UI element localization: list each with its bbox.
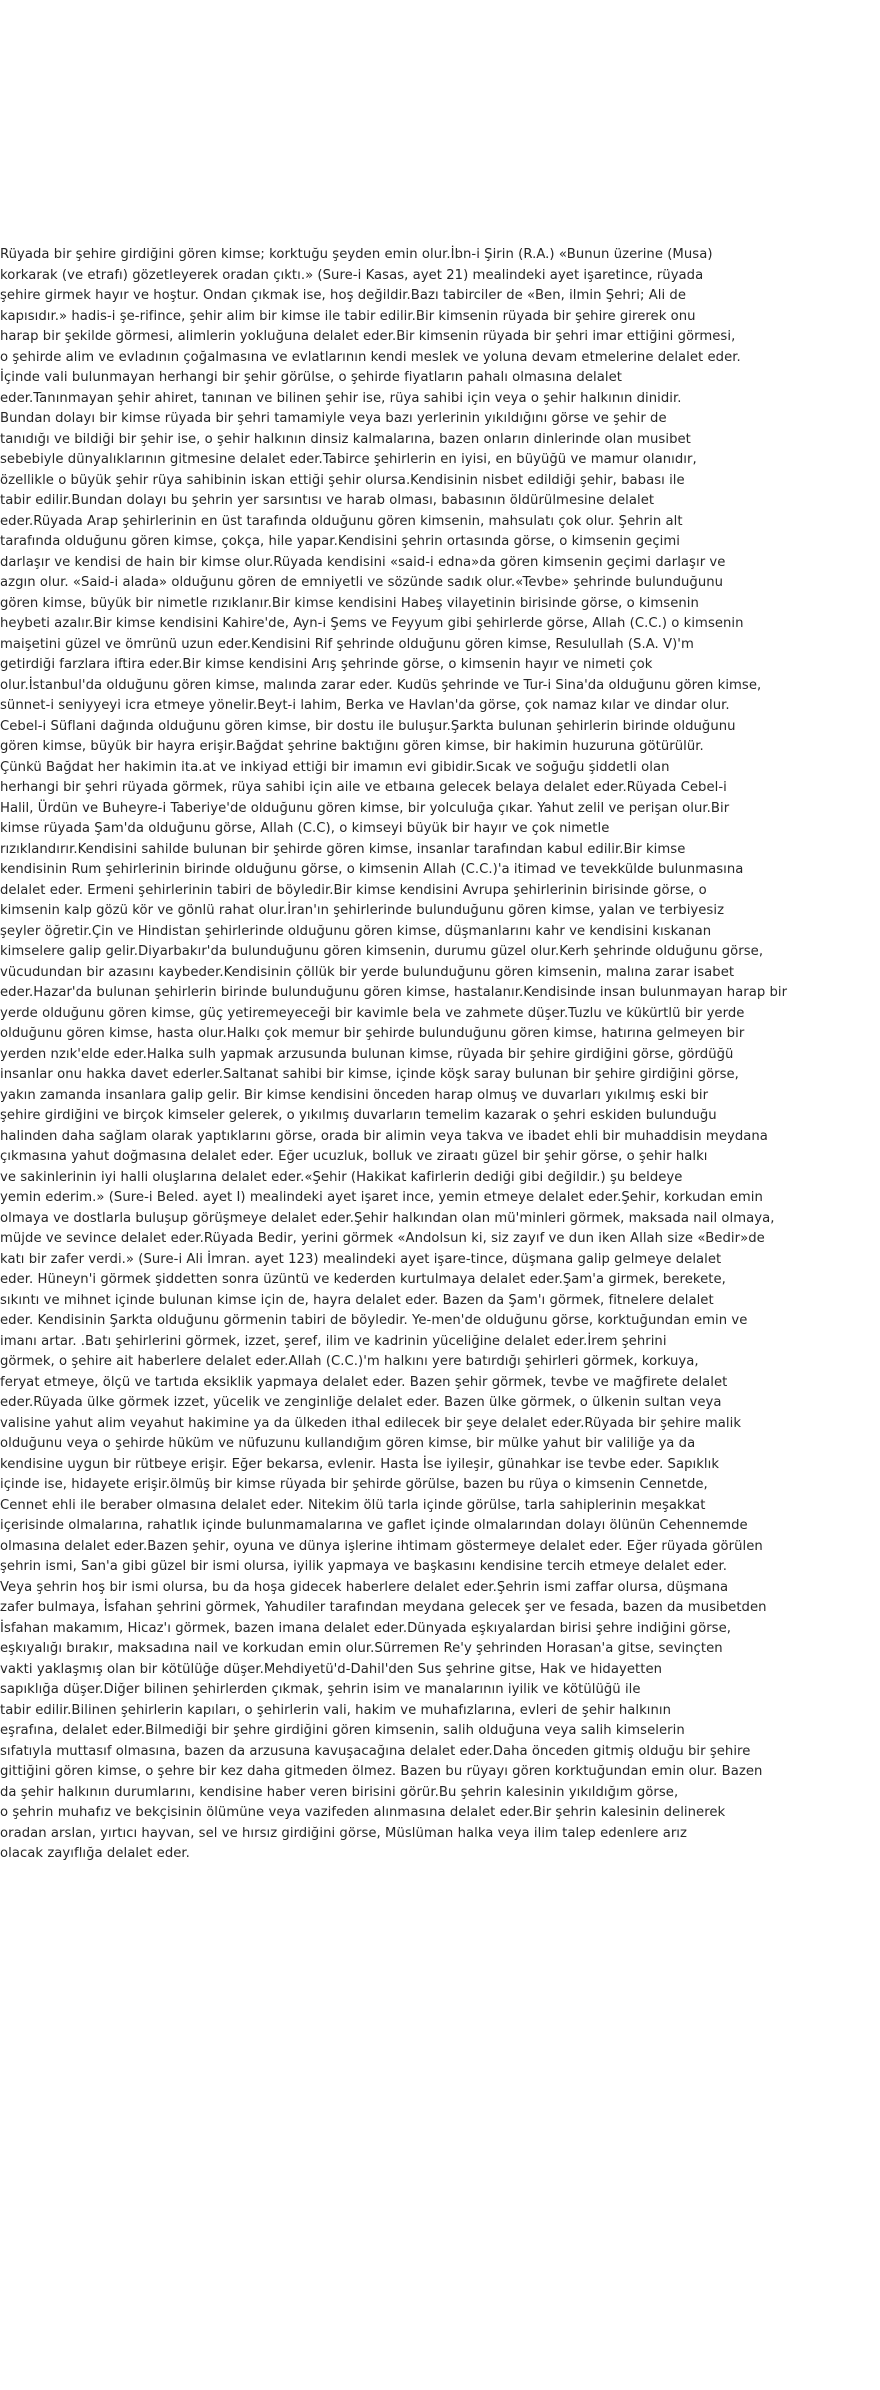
article-line: oradan arslan, yırtıcı hayvan, sel ve hırsız girdiğini görse, Müslüman halka veya ilim talep edenlere arız	[0, 1825, 687, 1841]
article-line: harap bir şekilde görmesi, alimlerin yokluğuna delalet eder.Bir kimsenin rüyada bir şehri imar ettiğini görmesi,	[0, 329, 736, 344]
article-line: Halil, Ürdün ve Buheyre-i Taberiye'de olduğunu gören kimse, bir yolculuğa çıkar. Yahut zelil ve perişan olur.Bir	[0, 800, 730, 816]
article-line: Çünkü Bağdat her hakimin ita.at ve inkiyad ettiği bir imamın evi gibidir.Sıcak ve soğuğu şiddetli olan	[0, 759, 670, 775]
article-line: kimse rüyada Şam'da olduğunu görse, Allah (C.C), o kimseyi büyük bir hayır ve çok nimetle	[0, 821, 610, 836]
article-line: içinde ise, hidayete erişir.ölmüş bir kimse rüyada bir şehirde görülse, bazen bu rüya o kimsenin Cennetde,	[0, 1477, 708, 1492]
article-line: içerisinde olmalarına, rahatlık içinde bulunmamalarına ve gaflet içinde olmalarından dolayı ölünün Cehennemde	[0, 1518, 748, 1533]
article-line: insanlar onu hakka davet ederler.Saltanat sahibi bir kimse, içinde köşk saray bulunan bir şehire girdiğini görse,	[0, 1067, 739, 1082]
article-line: tanıdığı ve bildiği bir şehir ise, o şehir halkının dinsiz kalmalarına, bazen onların dinlerinde olan musibet	[0, 431, 691, 447]
article-line: eder. Kendisinin Şarkta olduğunu görmenin tabiri de böyledir. Ye-men'de olduğunu görse, korktuğundan emin ve	[0, 1313, 748, 1328]
article-line: zafer bulmaya, İsfahan şehrini görmek, Yahudiler tarafından meydana gelecek şer ve fesada, bazen da musibetden	[0, 1600, 767, 1615]
article-line: görmek, o şehire ait haberlere delalet eder.Allah (C.C.)'m halkını yere batırdığı şehirleri görmek, korkuya,	[0, 1354, 699, 1369]
article-line: darlaşır ve kendisi de hain bir kimse olur.Rüyada kendisini «said-i edna»da gören kimsenin geçimi darlaşır ve	[0, 554, 726, 570]
article-line: olacak zayıflığa delalet eder.	[0, 1846, 190, 1861]
article-line: katı bir zafer verdi.» (Sure-i Ali İmran. ayet 123) mealindeki ayet işare-tince, düşmana galip gelmeye delalet	[0, 1251, 722, 1267]
article-line: Cennet ehli ile beraber olmasına delalet eder. Nitekim ölü tarla içinde görülse, tarla sahiplerinin meşakkat	[0, 1497, 706, 1513]
article-line: şehrin ismi, San'a gibi güzel bir ismi olursa, iyilik yapmaya ve başkasını kendisine tercih etmeye delalet eder.	[0, 1559, 728, 1574]
article-line: yerde olduğunu gören kimse, güç yetiremeyeceği bir kavimle bela ve zahmete düşer.Tuzlu ve kükürtlü bir yerde	[0, 1005, 745, 1021]
article-line: tarafında olduğunu gören kimse, çokça, hile yapar.Kendisini şehrin ortasında görse, o kimsenin geçimi	[0, 534, 680, 549]
article-line: eder.Tanınmayan şehir ahiret, tanınan ve bilinen şehir ise, rüya sahibi için veya o şehir halkının dinidir.	[0, 390, 682, 406]
article-line: İsfahan makamım, Hicaz'ı görmek, bazen imana delalet eder.Dünyada eşkıyalardan birisi şehre indiğini görse,	[0, 1620, 732, 1636]
article-line: tabir edilir.Bundan dolayı bu şehrin yer sarsıntısı ve harab olması, babasının öldürülmesine delalet	[0, 493, 655, 508]
article-line: eder.Rüyada ülke görmek izzet, yücelik ve zenginliğe delalet eder. Bazen ülke görmek, o ülkenin sultan veya	[0, 1395, 722, 1410]
article-line: kendisine uygun bir rütbeye erişir. Eğer bekarsa, evlenir. Hasta İse iyileşir, günahkar ise tevbe eder. Sapıklık	[0, 1456, 720, 1472]
article-line: maişetini güzel ve ömrünü uzun eder.Kendisini Rif şehrinde olduğunu gören kimse, Resulullah (S.A. V)'m	[0, 636, 694, 652]
article-line: feryat etmeye, ölçü ve tartıda eksiklik yapmaya delalet eder. Bazen şehir görmek, tevbe ve mağfirete delalet	[0, 1374, 728, 1390]
article-line: Veya şehrin hoş bir ismi olursa, bu da hoşa gidecek haberlere delalet eder.Şehrin ismi zaffar olursa, düşmana	[0, 1579, 729, 1595]
article-line: sıfatıyla muttasıf olmasına, bazen da arzusuna kavuşacağına delalet eder.Daha önceden gitmiş olduğu bir şehire	[0, 1743, 751, 1759]
article-line: sebebiyle dünyalıklarının gitmesine delalet eder.Tabirce şehirlerin en iyisi, en büyüğü ve mamur olanıdır,	[0, 452, 697, 467]
article-line: sapıklığa düşer.Diğer bilinen şehirlerden çıkmak, şehrin isim ve manalarının iyilik ve kötülüğü ile	[0, 1682, 641, 1697]
article-line: kimselere galip gelir.Diyarbakır'da bulunduğunu gören kimsenin, durumu güzel olur.Kerh şehrinde olduğunu görse,	[0, 944, 764, 959]
article-line: yerden nzık'elde eder.Halka sulh yapmak arzusunda bulunan kimse, rüyada bir şehire girdiğini görse, gördüğü	[0, 1046, 734, 1062]
article-line: yakın zamanda insanlara galip gelir. Bir kimse kendisini önceden harap olmuş ve duvarları yıkılmış eski bir	[0, 1087, 709, 1103]
article-line: azgın olur. «Said-i alada» olduğunu gören de emniyetli ve sözünde sadık olur.«Tevbe» şehrinde bulunduğunu	[0, 575, 724, 590]
article-line: getirdiği farzlara iftira eder.Bir kimse kendisini Arış şehrinde görse, o kimsenin hayır ve nimeti çok	[0, 657, 653, 672]
article-line: olmaya ve dostlarla buluşup görüşmeye delalet eder.Şehir halkından olan mü'minleri görmek, maksada nail olmaya,	[0, 1210, 775, 1226]
article-line: eşkıyalığı bırakır, maksadına nail ve korkudan emin olur.Sürremen Re'y şehrinden Horasan'a gitse, sevinçten	[0, 1641, 723, 1656]
article-line: çıkmasına yahut doğmasına delalet eder. Eğer ucuzluk, bolluk ve ziraatı güzel bir şehir görse, o şehir halkı	[0, 1149, 708, 1164]
article-line: eder.Hazar'da bulunan şehirlerin birinde bulunduğunu gören kimse, hastalanır.Kendisinde insan bulunmayan harap bir	[0, 985, 788, 1000]
article-line: delalet eder. Ermeni şehirlerinin tabiri de böyledir.Bir kimse kendisini Avrupa şehirlerinin birisinde görse, o	[0, 882, 707, 898]
article-line: olmasına delalet eder.Bazen şehir, oyuna ve dünya işlerine ihtimam göstermeye delalet eder. Eğer rüyada görülen	[0, 1538, 763, 1554]
article-line: olur.İstanbul'da olduğunu gören kimse, malında zarar eder. Kudüs şehrinde ve Tur-i Sina'da olduğunu gören kimse,	[0, 677, 762, 693]
article-line: sıkıntı ve mihnet içinde bulunan kimse için de, hayra delalet eder. Bazen da Şam'ı görmek, fitnelere delalet	[0, 1292, 714, 1308]
article-line: olduğunu gören kimse, hasta olur.Halkı çok memur bir şehirde bulunduğunu gören kimse, hatırına gelmeyen bir	[0, 1026, 745, 1041]
article-line: kapısıdır.» hadis-i şe-rifince, şehir alim bir kimse ile tabir edilir.Bir kimsenin rüyada bir şehire girerek onu	[0, 308, 696, 324]
article-line: halinden daha sağlam olarak yaptıklarını görse, orada bir alimin veya takva ve ibadet ehli bir muhaddisin meydana	[0, 1128, 768, 1144]
article-line: korkarak (ve etrafı) gözetleyerek oradan çıktı.» (Sure-i Kasas, ayet 21) mealindeki ayet işaretince, rüyada	[0, 267, 704, 283]
article-line: müjde ve sevince delalet eder.Rüyada Bedir, yerini görmek «Andolsun ki, siz zayıf ve dun iken Allah size «Bedir»de	[0, 1231, 765, 1246]
article-line: gören kimse, büyük bir hayra erişir.Bağdat şehrine baktığını gören kimse, bir hakimin huzuruna götürülür.	[0, 739, 704, 754]
article-line: vakti yaklaşmış olan bir kötülüğe düşer.Mehdiyetü'd-Dahil'den Sus şehrine gitse, Hak ve hidayetten	[0, 1661, 663, 1677]
article-line: Rüyada bir şehire girdiğini gören kimse; korktuğu şeyden emin olur.İbn-i Şirin (R.A.) «Bunun üzerine (Musa)	[0, 247, 713, 262]
article-line: valisine yahut alim veyahut hakimine ya da ülkeden ithal edilecek bir şeye delalet eder.Rüyada bir şehire malik	[0, 1415, 742, 1431]
article-line: gören kimse, büyük bir nimetle rızıklanır.Bir kimse kendisini Habeş vilayetinin birisinde görse, o kimsenin	[0, 595, 699, 611]
article-line: tabir edilir.Bilinen şehirlerin kapıları, o şehirlerin vali, hakim ve muhafızlarına, evleri de şehir halkının	[0, 1702, 672, 1718]
article-line: eşrafına, delalet eder.Bilmediği bir şehre girdiğini gören kimsenin, salih olduğuna veya salih kimselerin	[0, 1723, 685, 1738]
article-line: imanı artar. .Batı şehirlerini görmek, izzet, şeref, ilim ve kadrinin yüceliğine delalet eder.İrem şehrini	[0, 1333, 667, 1349]
article-line: o şehrin muhafız ve bekçisinin ölümüne veya vazifeden alınmasına delalet eder.Bir şehrin kalesinin delinerek	[0, 1805, 726, 1820]
article-line: gittiğini gören kimse, o şehre bir kez daha gitmeden ölmez. Bazen bu rüyayı gören korktuğundan emin olur. Bazen	[0, 1764, 763, 1779]
article-line: eder.Rüyada Arap şehirlerinin en üst tarafında olduğunu gören kimsenin, mahsulatı çok olur. Şehrin alt	[0, 513, 683, 529]
article-line: Bundan dolayı bir kimse rüyada bir şehri tamamiyle veya bazı yerlerinin yıkıldığını görse ve şehir de	[0, 411, 667, 426]
article-line: da şehir halkının durumlarını, kendisine haber veren birisini görür.Bu şehrin kalesinin yıkıldığım görse,	[0, 1784, 679, 1800]
article-line: herhangi bir şehri rüyada görmek, rüya sahibi için aile ve etbaına gelecek belaya delalet eder.Rüyada Cebel-i	[0, 780, 727, 795]
article-line: heybeti azalır.Bir kimse kendisini Kahire'de, Ayn-i Şems ve Feyyum gibi şehirlerde görse, Allah (C.C.) o kimsenin	[0, 616, 744, 631]
article-line: şehire girdiğini ve birçok kimseler gelerek, o yıkılmış duvarların temelim kazarak o şehri eskiden bulunduğu	[0, 1108, 717, 1123]
article-line: şehire girmek hayır ve hoştur. Ondan çıkmak ise, hoş değildir.Bazı tabirciler de «Ben, ilmin Şehri; Ali de	[0, 288, 687, 303]
article-line: kendisinin Rum şehirlerinin birinde olduğunu görse, o kimsenin Allah (C.C.)'a itimad ve tevekkülde bulunmasına	[0, 862, 744, 877]
article-line: rızıklandırır.Kendisini sahilde bulunan bir şehirde gören kimse, insanlar tarafından kabul edilir.Bir kimse	[0, 841, 686, 857]
article-line: eder. Hüneyn'i görmek şiddetten sonra üzüntü ve kederden kurtulmaya delalet eder.Şam'a girmek, berekete,	[0, 1272, 726, 1287]
article-line: Cebel-i Süflani dağında olduğunu gören kimse, bir dostu ile buluşur.Şarkta bulunan şehirlerin birinde olduğunu	[0, 718, 736, 734]
article-line: İçinde vali bulunmayan herhangi bir şehir görülse, o şehirde fiyatların pahalı olmasına delalet	[0, 370, 622, 385]
article-line: kimsenin kalp gözü kör ve gönlü rahat olur.İran'ın şehirlerinde bulunduğunu gören kimse, yalan ve terbiyesiz	[0, 903, 725, 918]
article-body	[0, 245, 878, 1865]
article-line: vücudundan bir azasını kaybeder.Kendisinin çöllük bir yerde bulunduğunu gören kimsenin, malına zarar isabet	[0, 964, 735, 980]
article-line: olduğunu veya o şehirde hüküm ve nüfuzunu kullandığım gören kimse, bir mülke yahut bir valiliğe ya da	[0, 1436, 696, 1451]
article-line: sünnet-i seniyyeyi icra etmeye yönelir.Beyt-i lahim, Berka ve Havlan'da görse, çok namaz kılar ve dindar olur.	[0, 698, 730, 713]
article-line: özellikle o büyük şehir rüya sahibinin iskan ettiği şehir olursa.Kendisinin nisbet edildiği şehir, babası ile	[0, 472, 685, 488]
article-line: ve sakinlerinin iyi halli oluşlarına delalet eder.«Şehir (Hakikat kafirlerin dediği gibi değildir.) şu beldeye	[0, 1169, 683, 1185]
article-line: şeyler öğretir.Çin ve Hindistan şehirlerinde olduğunu gören kimse, düşmanlarını kahr ve kendisini kıskanan	[0, 923, 712, 939]
article-line: yemin ederim.» (Sure-i Beled. ayet I) mealindeki ayet işaret ince, yemin etmeye delalet eder.Şehir, korkudan emin	[0, 1190, 763, 1205]
article-line: o şehirde alim ve evladının çoğalmasına ve evlatlarının kendi meslek ve yoluna devam etmelerine delalet eder.	[0, 349, 741, 365]
